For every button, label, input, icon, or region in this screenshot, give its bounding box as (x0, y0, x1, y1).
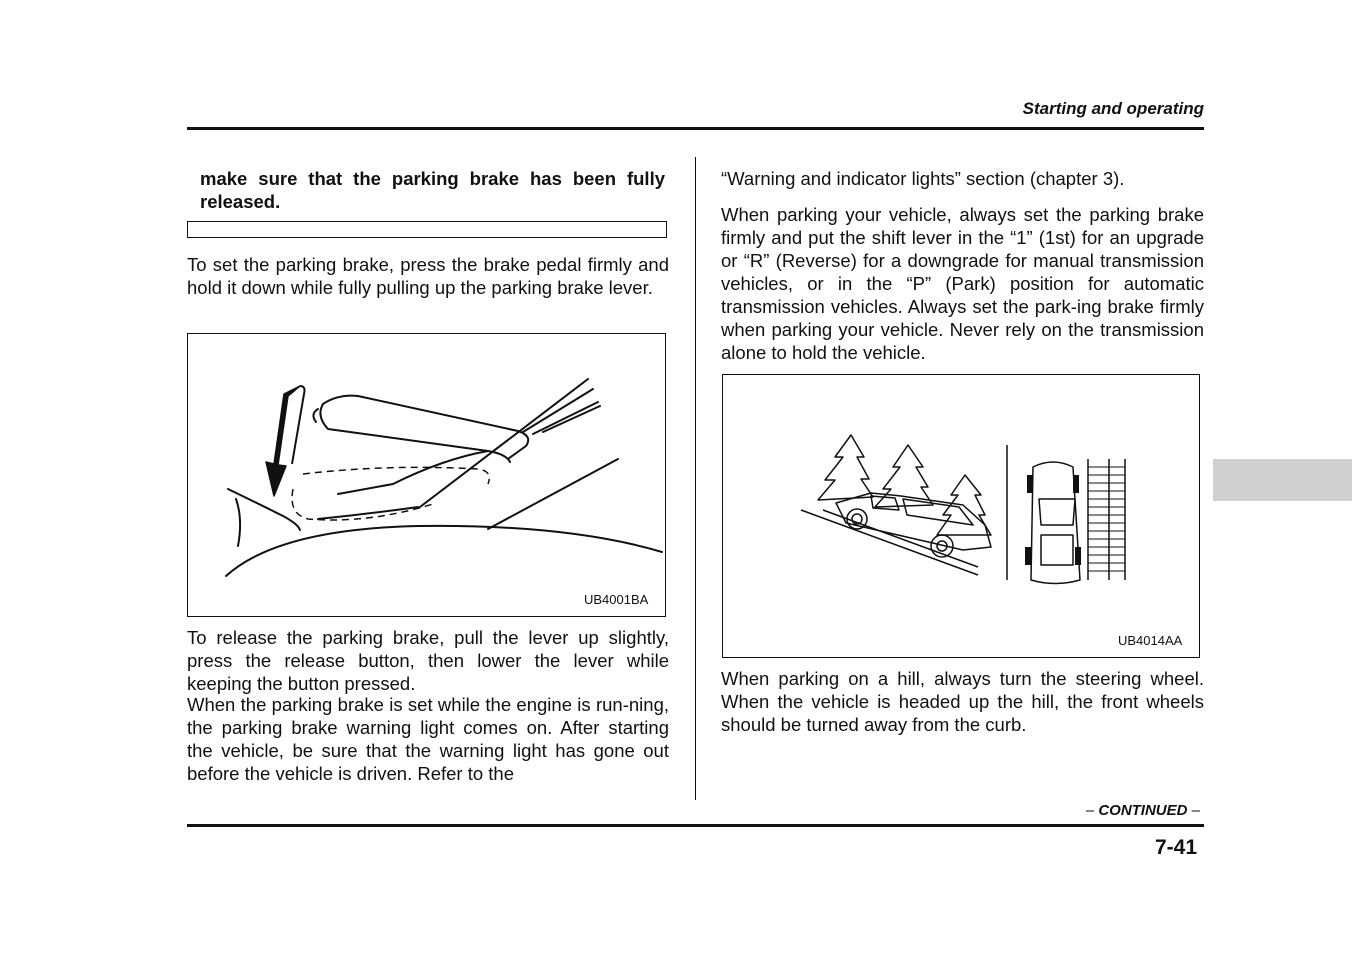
column-divider (695, 157, 696, 800)
chapter-tab (1213, 459, 1352, 501)
parking-brake-lever-illustration (188, 334, 665, 616)
paragraph-release-brake: To release the parking brake, pull the lever up slightly, press the release button, then lower the lever while keeping the button pressed. (187, 627, 669, 694)
continued-label: – CONTINUED – (1085, 802, 1200, 819)
paragraph-reference: “Warning and indicator lights” section (chapter 3). (721, 168, 1125, 189)
figure-code: UB4014AA (1118, 633, 1183, 648)
section-title: Starting and operating (1022, 99, 1204, 118)
footer-rule (187, 824, 1204, 827)
paragraph-set-brake: To set the parking brake, press the brake pedal firmly and hold it down while fully pulling up the parking brake lever. (187, 254, 669, 298)
warning-text: make sure that the parking brake has been fully released. (200, 168, 665, 212)
page-number: 7-41 (1154, 836, 1197, 859)
paragraph-hill: When parking on a hill, always turn the steering wheel. When the vehicle is headed up the hill, the front wheels should be turned away from the curb. (721, 668, 1204, 735)
warning-bottom-bar (187, 221, 667, 238)
figure-code: UB4001BA (584, 592, 649, 607)
paragraph-warning-light: When the parking brake is set while the engine is run-ning, the parking brake warning light comes on. After starting the vehicle, be sure that the warning light has gone out before the vehicle is driven. Refer to the (187, 694, 669, 784)
header-rule (187, 127, 1204, 130)
hill-parking-illustration (723, 375, 1199, 657)
parking-brake-lever-figure (187, 333, 666, 617)
paragraph-parking: When parking your vehicle, always set the parking brake firmly and put the shift lever in the “1” (1st) for an upgrade or “R” (Reverse) for a downgrade for manual transmission vehicles, or in the “P” (Park) position for automatic transmission vehicles. Always set the park-ing brake firmly when parking your vehicle. Never rely on the transmission alone to hold the vehicle. (721, 204, 1204, 363)
hill-parking-figure (722, 374, 1200, 658)
